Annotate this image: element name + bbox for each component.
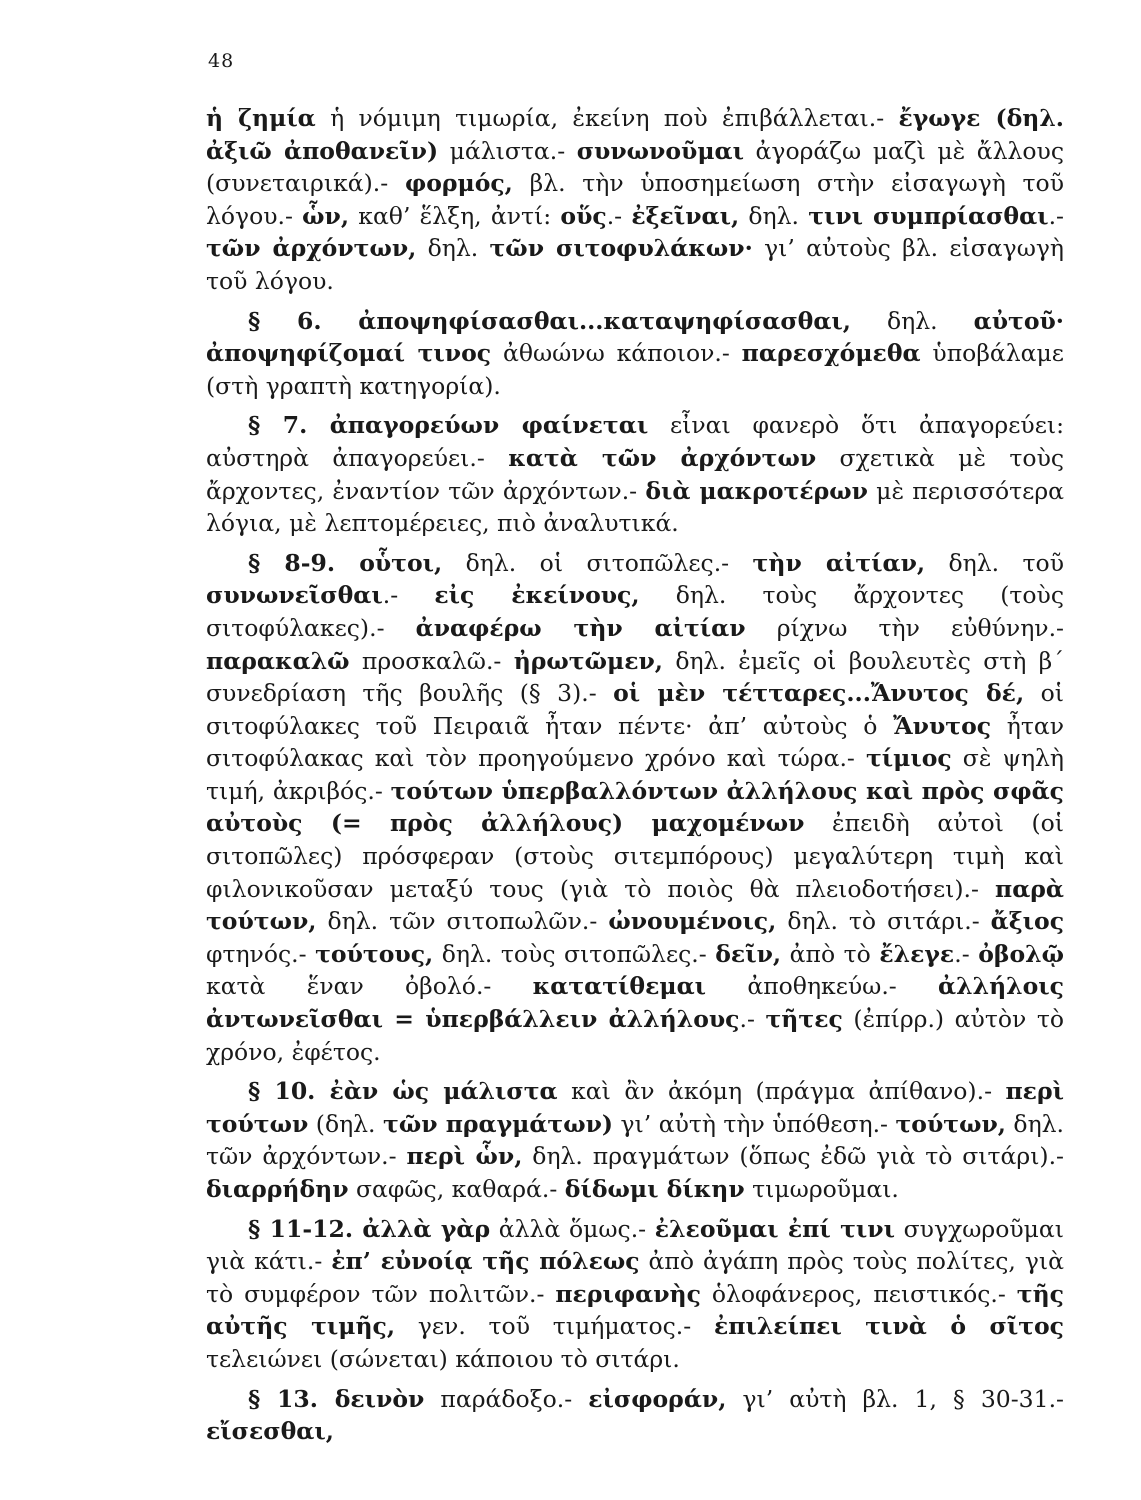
commentary-paragraph <box>206 1213 1064 1376</box>
gloss-text: δηλ. <box>416 234 490 263</box>
gloss-text: κατὰ ἕναν ὀβολό.- <box>206 972 533 1001</box>
gloss-text: ὑποβάλαμε (στὴ γραπτὴ κατηγορία). <box>206 339 1064 400</box>
lemma-term: παρακαλῶ <box>206 646 350 675</box>
lemma-term: τῆτες <box>765 1005 843 1034</box>
gloss-text: (ἐπίρρ.) αὐτὸν τὸ χρόνο, ἐφέτος. <box>206 1005 1064 1066</box>
gloss-text: δηλ. ἐμεῖς οἱ βουλευτὲς στὴ β΄ συνεδρίαση τῆς βουλῆς (§ 3).- <box>206 646 1064 708</box>
gloss-text: δηλ. τὸ σιτάρι.- <box>776 907 991 936</box>
lemma-term: § 10. ἐὰν ὡς μάλιστα <box>248 1077 558 1106</box>
lemma-term: κατατίθεμαι <box>532 972 707 1001</box>
lemma-term: δεῖν, <box>715 939 782 968</box>
gloss-text: προσκαλῶ.- <box>349 646 514 675</box>
lemma-term: περιφανὴς <box>555 1279 701 1308</box>
lemma-term: εἰσφοράν, <box>588 1384 727 1413</box>
gloss-text: καὶ ἂν ἀκόμη (πράγμα ἀπίθανο).- <box>557 1077 1006 1106</box>
gloss-text: οἱ σιτοφύλακες τοῦ Πειραιᾶ ἦταν πέντε· ἀπ’ αὐτοὺς ὁ <box>206 679 1064 740</box>
commentary-paragraph <box>206 305 1064 403</box>
lemma-term: τῆς αὐτῆς τιμῆς, <box>206 1279 1064 1341</box>
gloss-text: .- <box>739 1005 766 1034</box>
gloss-text: ρίχνω τὴν εὐθύνην.- <box>745 613 1064 642</box>
gloss-text: γι’ αὐτὴ τὴν ὑπόθεση.- <box>613 1109 896 1138</box>
gloss-text: γεν. τοῦ τιμήματος.- <box>395 1312 714 1341</box>
gloss-text: γι’ αὐτοὺς βλ. εἰσαγωγὴ τοῦ λόγου. <box>206 234 1064 295</box>
gloss-text: δηλ. <box>850 306 974 335</box>
gloss-text: βλ. τὴν ὑποσημείωση στὴν εἰσαγωγὴ τοῦ λόγου.- <box>206 169 1064 230</box>
gloss-text: .- <box>382 581 435 610</box>
lemma-term: τῶν πραγμάτων) <box>383 1109 614 1138</box>
lemma-term: εἰς ἐκείνους, <box>434 581 640 610</box>
lemma-term: § 8-9. οὗτοι, <box>248 548 443 577</box>
lemma-term: ἔλεγε <box>879 939 955 968</box>
gloss-text: ἐπειδὴ αὐτοὶ (οἱ σιτοπῶλες) πρόσφεραν (στοὺς σιτεμπόρους) μεγαλύτερη τιμὴ καὶ φιλονικοῦσαν μεταξύ τους (γιὰ τὸ ποιὸς θὰ πλειοδοτήσει).- <box>206 809 1065 903</box>
lemma-term: οὕς <box>560 201 607 230</box>
lemma-term: ἠρωτῶμεν, <box>513 646 663 675</box>
lemma-term: συνωνεῖσθαι <box>206 581 383 610</box>
gloss-text: .- <box>606 201 632 230</box>
lemma-term: αὐτοῦ· ἀποψηφίζομαί τινος <box>206 306 1064 368</box>
gloss-text: γι’ αὐτὴ βλ. 1, § 30-31.- <box>726 1384 1064 1413</box>
commentary-paragraph <box>206 547 1064 1069</box>
lemma-term: οἱ μὲν τέτταρες...Ἄνυτος δέ, <box>613 679 1025 708</box>
gloss-text: ἀπὸ τὸ <box>781 939 880 968</box>
gloss-text: ἀπὸ ἀγάπη πρὸς τοὺς πολίτες, γιὰ τὸ συμφέρον τῶν πολιτῶν.- <box>206 1247 1064 1308</box>
lemma-term: ἀλλήλοις ἀντωνεῖσθαι = ὑπερβάλλειν ἀλλήλους <box>206 972 1064 1034</box>
lemma-term: ἐπ’ εὐνοίᾳ τῆς πόλεως <box>331 1247 640 1276</box>
lemma-term: τὴν αἰτίαν, <box>752 548 926 577</box>
lemma-term: τούτων ὑπερβαλλόντων ἀλλήλους καὶ πρὸς σφᾶς αὐτοὺς (= πρὸς ἀλλήλους) μαχομένων <box>206 776 1064 838</box>
lemma-term: τῶν σιτοφυλάκων· <box>489 234 753 263</box>
gloss-text: δηλ. τοῦ <box>925 548 1064 577</box>
gloss-text: μὲ περισσότερα λόγια, μὲ λεπτομέρειες, πιὸ ἀναλυτικά. <box>206 476 1064 538</box>
gloss-text: δηλ. <box>739 201 809 230</box>
gloss-text: δηλ. τῶν σιτοπωλῶν.- <box>316 907 609 936</box>
lemma-term: τίμιος <box>865 744 952 773</box>
lemma-term: συνωνοῦμαι <box>576 136 744 165</box>
gloss-text: παράδοξο.- <box>424 1384 589 1413</box>
lemma-term: φορμός, <box>404 169 513 198</box>
lemma-term: ὀβολῷ <box>978 939 1064 968</box>
lemma-term: ἐπιλείπει τινὰ ὁ σῖτος <box>713 1312 1064 1341</box>
commentary-paragraph <box>206 1383 1064 1448</box>
gloss-text: δηλ. πραγμάτων (ὅπως ἐδῶ γιὰ τὸ σιτάρι).- <box>522 1142 1065 1171</box>
lemma-term: τῶν ἀρχόντων, <box>206 234 417 263</box>
page-number: 48 <box>208 50 235 72</box>
gloss-text: δηλ. οἱ σιτοπῶλες.- <box>442 548 753 577</box>
lemma-term: περὶ ὧν, <box>406 1142 523 1171</box>
commentary-text <box>206 102 1064 1455</box>
gloss-text: ἡ νόμιμη τιμωρία, ἐκείνη ποὺ ἐπιβάλλεται.- <box>315 104 899 132</box>
gloss-text: μάλιστα.- <box>438 136 577 165</box>
lemma-term: κατὰ τῶν ἀρχόντων <box>508 443 817 472</box>
gloss-text: ὁλοφάνερος, πειστικός.- <box>700 1279 1017 1308</box>
commentary-paragraph <box>206 102 1064 298</box>
lemma-term: παρεσχόμεθα <box>741 339 921 368</box>
lemma-term: περὶ τούτων <box>206 1077 1064 1138</box>
lemma-term: ἡ ζημία <box>206 104 316 132</box>
gloss-text: δηλ. τοὺς σιτοπῶλες.- <box>433 939 716 968</box>
gloss-text: σὲ ψηλὴ τιμή, ἀκριβός.- <box>206 744 1065 805</box>
gloss-text: ἀποθηκεύω.- <box>706 972 939 1001</box>
commentary-paragraph <box>206 409 1064 539</box>
lemma-term: § 13. δεινὸν <box>248 1384 425 1413</box>
lemma-term: παρὰ τούτων, <box>206 874 1064 936</box>
gloss-text: ἀλλὰ ὅμως.- <box>490 1214 655 1243</box>
lemma-term: τούτων, <box>895 1109 1006 1138</box>
lemma-term: ὠνουμένοις, <box>608 907 777 936</box>
gloss-text: σαφῶς, καθαρά.- <box>348 1175 565 1203</box>
gloss-text: ἀγοράζω μαζὶ μὲ ἄλλους (συνεταιρικά).- <box>206 136 1064 198</box>
gloss-text: σχετικὰ μὲ τοὺς ἄρχοντες, ἐναντίον τῶν ἀρχόντων.- <box>206 443 1065 505</box>
lemma-term: διὰ μακροτέρων <box>645 476 868 505</box>
gloss-text: τιμωροῦμαι. <box>744 1175 899 1203</box>
lemma-term: § 6. ἀποψηφίσασθαι...καταψηφίσασθαι, <box>248 306 851 335</box>
lemma-term: § 7. ἀπαγορεύων φαίνεται <box>248 411 649 440</box>
commentary-paragraph <box>206 1075 1064 1205</box>
gloss-text: ἦταν σιτοφύλακας καὶ τὸν προηγούμενο χρόνο καὶ τώρα.- <box>206 711 1064 773</box>
lemma-term: τούτους, <box>315 939 434 968</box>
lemma-term: ὧν, <box>302 201 350 230</box>
lemma-term: Ἄνυτος <box>893 711 992 740</box>
gloss-text: καθ’ ἕλξη, ἀντί: <box>349 201 561 230</box>
lemma-term: ἐλεοῦμαι ἐπί τινι <box>654 1214 895 1243</box>
gloss-text: ἀθωώνω κάποιον.- <box>491 339 742 368</box>
gloss-text: φτηνός.- <box>206 939 316 968</box>
gloss-text: συγχωροῦμαι γιὰ κάτι.- <box>206 1214 1064 1276</box>
lemma-term: εἴσεσθαι, <box>206 1417 334 1446</box>
gloss-text: εἶναι φανερὸ ὅτι ἀπαγορεύει: αὐστηρὰ ἀπαγορεύει.- <box>206 411 1064 472</box>
lemma-term: δίδωμι δίκην <box>564 1175 745 1203</box>
gloss-text: .- <box>954 939 979 968</box>
lemma-term: ἐξεῖναι, <box>631 201 740 230</box>
lemma-term: τινι συμπρίασθαι <box>808 201 1049 230</box>
lemma-term: ἔγωγε (δηλ. ἀξιῶ ἀποθανεῖν) <box>206 104 1064 165</box>
gloss-text: τελειώνει (σώνεται) κάποιου τὸ σιτάρι. <box>206 1344 680 1373</box>
lemma-term: § 11-12. ἀλλὰ γὰρ <box>248 1214 491 1243</box>
gloss-text: δηλ. τῶν ἀρχόντων.- <box>206 1109 1065 1171</box>
gloss-text: .- <box>1048 201 1064 230</box>
lemma-term: διαρρήδην <box>206 1175 349 1203</box>
lemma-term: ἄξιος <box>990 907 1065 936</box>
gloss-text: δηλ. τοὺς ἄρχοντες (τοὺς σιτοφύλακες).- <box>206 581 1064 642</box>
gloss-text: (δηλ. <box>308 1109 384 1138</box>
lemma-term: ἀναφέρω τὴν αἰτίαν <box>415 613 746 642</box>
